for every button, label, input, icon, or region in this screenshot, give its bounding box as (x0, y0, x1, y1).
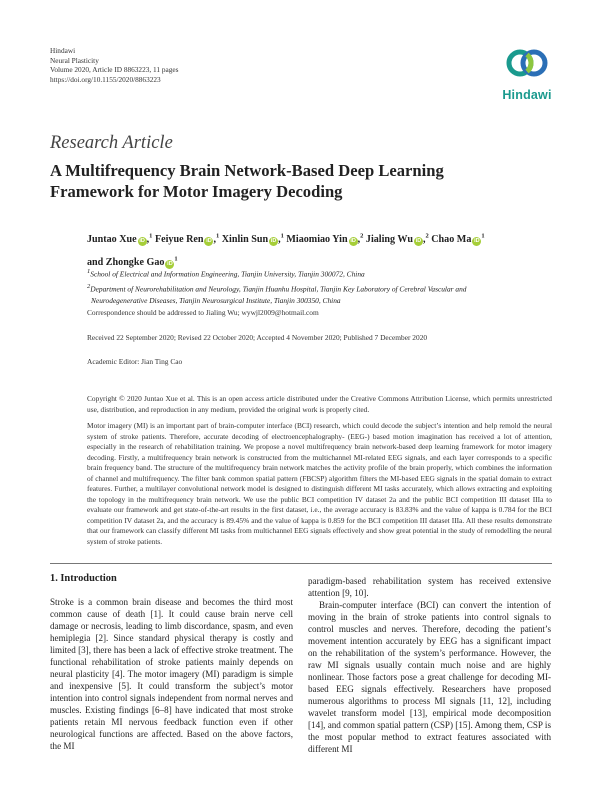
abstract: Motor imagery (MI) is an important part of brain-computer interface (BCI) research, which could decode the subject’s intention and help remold the neural system of stroke patients. Therefore, accurate decoding of electroencephalography- (EEG-) based motion imagination has received a lot of attention, especially in the research of rehabilitation training. We propose a novel multifrequency brain network-based deep learning framework for motor imagery decoding. Firstly, a multifrequency brain network is constructed from the multichannel MI-related EEG signals, and each layer corresponds to a specific brain frequency band. The structure of the multifrequency brain network matches the activity profile of the brain properly, which combines the information of channel and multifrequency. The filter bank common spatial pattern (FBCSP) algorithm filters the MI-based EEG signals in the spatial domain to extract features. Further, a multilayer convolutional network model is designed to distinguish different MI tasks accurately, which allows extracting and exploiting the topology in the multifrequency brain network. We use the public BCI competition IV dataset 2a and the public BCI competition III dataset IIIa to evaluate our framework and get state-of-the-art results in the first dataset, i.e., the average accuracy is 83.83% and the value of kappa is 0.784 for the BCI competition IV dataset 2a, and the accuracy is 89.45% and the value of kappa is 0.859 for the BCI competition III dataset IIIa. All these results demonstrate that our framework can classify different MI tasks from multichannel EEG signals effectively and show great potential in the study of remodelling the neural system of stroke patients. (87, 421, 552, 546)
author-separator: , (422, 234, 426, 246)
author-name-text: Xinlin Sun (221, 234, 269, 246)
doi-link[interactable]: https://doi.org/10.1155/2020/8863223 (50, 74, 161, 84)
affiliation-2-continued: Neurodegenerative Diseases, Tianjin Neurosurgical Institute, Tianjin 300350, China (91, 296, 341, 306)
author-name (155, 234, 219, 245)
author-name-text: Juntao Xue (87, 234, 137, 246)
hindawi-logo-text: Hindawi (502, 88, 552, 102)
affiliation-marker: 1 (149, 233, 153, 240)
journal-meta (50, 46, 179, 84)
affiliation-marker: 2 (425, 233, 429, 240)
orcid-icon[interactable]: iD (206, 238, 212, 245)
orcid-icon[interactable]: iD (415, 238, 422, 245)
affiliation-marker: 2 (360, 233, 364, 240)
body-paragraph: Brain-computer interface (BCI) can convert the intention of moving in the brain of stroke patients into control signals to control muscles and nerves. Therefore, decoding the patient’s movement intention accurately by EEG has a significant impact on the rehabilitation of the system’s performance. However, the raw MI signals usually contain much noise and are highly nonlinear. Those factors pose a great challenge for decoding MI-based EEG signals effectively. Researchers have proposed numerous algorithms to process MI signals [11, 12], including wavelet transform model [13], empirical mode decomposition [14], and common spatial pattern (CSP) [15]. Among them, CSP is the most popular method to extract features associated with different MI (308, 600, 551, 754)
copyright-notice: Copyright © 2020 Juntao Xue et al. This is an open access article distributed under the Creative Commons Attribution License, which permits unrestricted use, distribution, and reproduction in any medium, provided the original work is properly cited. (87, 394, 552, 414)
affiliations (87, 266, 567, 308)
author-separator: , (146, 234, 150, 246)
correspondence: Correspondence should be addressed to Jialing Wu; wywjl2009@hotmail.com (87, 308, 319, 317)
author-name (431, 234, 484, 245)
author-name (87, 234, 152, 245)
author-separator: , (357, 234, 361, 246)
affiliation-1: $^1$School of Electrical and Information Engineering, Tianjin University, Tianjin 300072, China (87, 268, 365, 279)
body-column-right (308, 575, 551, 755)
orcid-icon[interactable]: iD (474, 238, 480, 245)
hindawi-logo (498, 44, 556, 102)
orcid-icon[interactable]: iD (350, 238, 356, 245)
author-name-text: Miaomiao Yin (286, 234, 348, 246)
affiliation-marker: 1 (215, 233, 220, 240)
author-name-text: Chao Ma (431, 234, 472, 246)
article-type: Research Article (50, 133, 173, 153)
author-separator: , (278, 234, 281, 246)
hindawi-logo-icon (505, 44, 549, 82)
author-name-text: and Zhongke Gao (87, 256, 165, 268)
author-name (366, 234, 429, 245)
publication-dates: Received 22 September 2020; Revised 22 October 2020; Accepted 4 November 2020; Published 7 December 2020 (87, 333, 428, 342)
section-divider (50, 563, 552, 564)
author-name (286, 234, 363, 245)
volume-line: Volume 2020, Article ID 8863223, 11 pages (50, 65, 179, 75)
body-paragraph: paradigm-based rehabilitation system has received extensive attention [9, 10]. (308, 576, 551, 598)
orcid-icon[interactable]: iD (139, 238, 145, 245)
author-list (87, 227, 567, 272)
author-separator: , (213, 234, 216, 246)
affiliation-marker: 1 (280, 233, 284, 240)
article-title: A Multifrequency Brain Network-Based Deep Learning Framework for Motor Imagery Decoding (50, 161, 444, 201)
affiliation-marker: 1 (174, 255, 178, 263)
author-name-text: Feiyue Ren (154, 234, 204, 246)
affiliation-marker: 1 (481, 233, 485, 240)
journal-name: Neural Plasticity (50, 55, 99, 65)
author-name-text: Jialing Wu (365, 234, 413, 246)
orcid-icon[interactable]: iD (270, 238, 277, 245)
orcid-icon[interactable]: iD (167, 260, 173, 267)
section-heading-introduction: 1. Introduction (50, 573, 117, 584)
body-paragraph: Stroke is a common brain disease and becomes the third most common cause of death [1]. It could cause brain nerve cell damage or necrosis, leading to limb discordance, spasm, and even hemiplegia [2]. Since standard physical therapy is costly and limited [3], there has been a lack of effective stroke treatment. The functional rehabilitation of stroke patients mainly depends on neural plasticity [4]. The motor imagery (MI) paradigm is simple and inexpensive [5]. It could transform the subject’s motor intention into control signals independent from normal nerves and muscles. Existing findings [6–8] have indicated that most stroke patients retain MI nervous feedback function even if other neurological functions are affected. Based on the above factors, the MI (50, 597, 293, 751)
publisher-name: Hindawi (50, 46, 76, 55)
affiliation-2: $^2$Department of Neurorehabilitation and Neurology, Tianjin Huanhu Hospital, Tianjin Key Laboratory of Cerebral Vascular and (87, 282, 467, 294)
author-name (222, 234, 284, 245)
academic-editor: Academic Editor: Jian Ting Cao (87, 357, 183, 366)
body-column-left (50, 596, 293, 752)
